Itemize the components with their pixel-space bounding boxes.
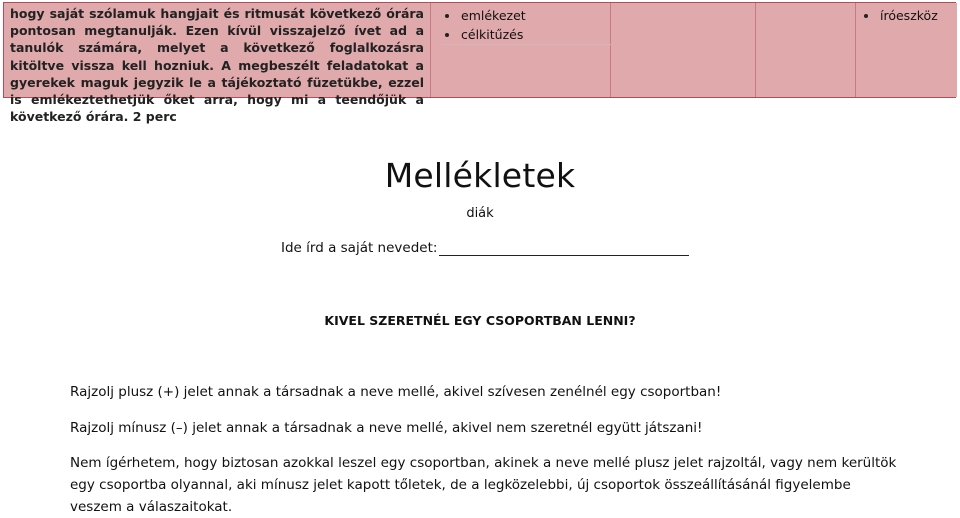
name-input-line[interactable] xyxy=(439,243,689,256)
activity-duration: 2 perc xyxy=(132,109,177,125)
skill-item: emlékezet xyxy=(441,6,610,25)
empty-cell xyxy=(756,3,856,97)
empty-cell xyxy=(611,3,756,97)
tool-item: íróeszköz xyxy=(860,6,957,25)
skills-list xyxy=(431,6,610,45)
tools-list xyxy=(856,6,957,25)
teacher-note: Nem ígérhetem, hogy biztosan azokkal leszel egy csoportban, akinek a neve mellé plusz jelet rajzoltál, vagy nem kerültök egy csoportba olyannal, aki mínusz jelet kapott tőletek, de a legközelebbi, új csoportok összeállításánál figyelembe veszem a válaszaitokat. xyxy=(70,455,897,515)
activity-description-cell xyxy=(4,3,431,125)
attachments-title: Mellékletek xyxy=(384,156,576,195)
instruction-minus: Rajzolj mínusz (–) jelet annak a társadnak a neve mellé, akivel nem szeretnél együtt játszani! xyxy=(70,420,703,436)
activity-description: hogy saját szólamuk hangjait és ritmusát következő órára pontosan megtanulják. Ezen kívül visszajelző ívet ad a tanulók számára, melyet a következő foglalkozásra kitöltve vissza kell hozniuk. A megbeszélt feladatokat a gyerekek maguk jegyzik le a tájékoztató füzetükbe, ezzel is emlékeztethetjük őket arra, hogy mi a teendőjük a következő órára. xyxy=(10,6,424,125)
name-field-row xyxy=(281,240,689,256)
lesson-plan-table-row xyxy=(3,2,956,125)
name-label: Ide írd a saját nevedet: xyxy=(281,240,438,256)
tools-cell xyxy=(856,3,957,97)
question-heading: KIVEL SZERETNÉL EGY CSOPORTBAN LENNI? xyxy=(324,313,636,328)
skill-item: célkitűzés xyxy=(441,25,616,45)
attachments-subtitle: diák xyxy=(466,206,494,221)
skills-cell xyxy=(431,3,611,97)
instruction-plus: Rajzolj plusz (+) jelet annak a társadnak a neve mellé, akivel szívesen zenélnél egy csoportban! xyxy=(70,384,722,400)
